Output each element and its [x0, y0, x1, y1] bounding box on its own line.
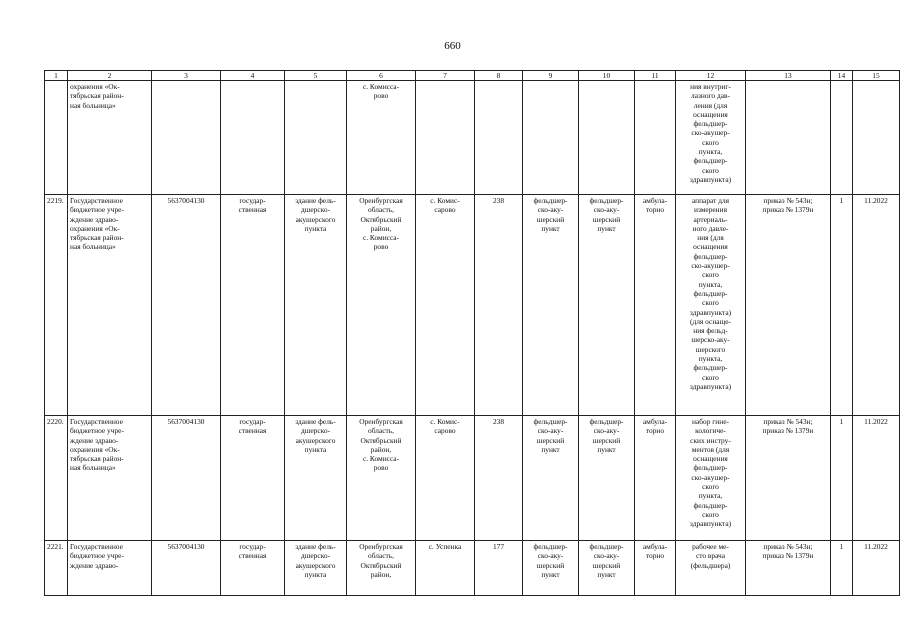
cell-equipment: ния внутриг- лазного дав- ления (для оснащения фельдшер- ско-акушер- ского пункта, фельдшер- ского здравпункта)	[676, 81, 746, 195]
cell-equipment: аппарат для измерения артериаль- ного давле- ния (для оснащения фельдшер- ско-акушер- ского пункта, фельдшер- ского здравпункта) (для оснаще- ния фельд- шерско-аку- шерского пункта, фельдшер- ского здравпункта)	[676, 195, 746, 416]
column-number: 1	[45, 71, 68, 81]
column-number: 8	[475, 71, 523, 81]
cell-qty	[831, 81, 853, 195]
cell-date: 11.2022	[853, 416, 900, 541]
cell-code	[475, 81, 523, 195]
column-number: 4	[221, 71, 285, 81]
column-number-row	[45, 71, 900, 81]
cell-order: приказ № 543н; приказ № 1379н	[746, 416, 831, 541]
cell-building	[285, 81, 347, 195]
column-number: 7	[416, 71, 475, 81]
column-number: 13	[746, 71, 831, 81]
cell-ownership: государ- ственная	[221, 541, 285, 596]
cell-qty: 1	[831, 416, 853, 541]
cell-org: Государственное бюджетное учре- ждение здраво- охранения «Ок- тябрьская район- ная больница»	[68, 195, 152, 416]
column-number: 9	[523, 71, 579, 81]
page-number: 660	[444, 40, 461, 52]
cell-type	[523, 81, 579, 195]
cell-ownership	[221, 81, 285, 195]
cell-building: здание фель- дшерско- акушерского пункта	[285, 541, 347, 596]
cell-code: 177	[475, 541, 523, 596]
cell-subtype: фельдшер- ско-аку- шерский пункт	[579, 541, 635, 596]
table-row	[45, 541, 900, 596]
cell-inn: 5637004130	[152, 195, 221, 416]
table-row	[45, 416, 900, 541]
cell-inn	[152, 81, 221, 195]
column-number: 15	[853, 71, 900, 81]
cell-settlement: с. Комис- сарово	[416, 416, 475, 541]
cell-ownership: государ- ственная	[221, 416, 285, 541]
cell-qty: 1	[831, 541, 853, 596]
cell-building: здание фель- дшерско- акушерского пункта	[285, 416, 347, 541]
column-number: 3	[152, 71, 221, 81]
cell-org: охранения «Ок- тябрьская район- ная больница»	[68, 81, 152, 195]
cell-date: 11.2022	[853, 195, 900, 416]
table-row	[45, 81, 900, 195]
cell-num: 2219.	[45, 195, 68, 416]
cell-address: Оренбургская область, Октябрьский район, с. Комисса- рово	[347, 195, 416, 416]
cell-care: амбула- торно	[635, 416, 676, 541]
cell-num	[45, 81, 68, 195]
cell-code: 238	[475, 416, 523, 541]
column-number: 12	[676, 71, 746, 81]
cell-type: фельдшер- ско-аку- шерский пункт	[523, 541, 579, 596]
column-number: 14	[831, 71, 853, 81]
cell-building: здание фель- дшерско- акушерского пункта	[285, 195, 347, 416]
cell-settlement	[416, 81, 475, 195]
column-number: 10	[579, 71, 635, 81]
table-row	[45, 195, 900, 416]
cell-type: фельдшер- ско-аку- шерский пункт	[523, 195, 579, 416]
column-number: 11	[635, 71, 676, 81]
cell-num: 2220.	[45, 416, 68, 541]
cell-equipment: набор гине- кологиче- ских инстру- ментов (для оснащения фельдшер- ско-акушер- ского пункта, фельдшер- ского здравпункта)	[676, 416, 746, 541]
cell-settlement: с. Комис- сарово	[416, 195, 475, 416]
cell-qty: 1	[831, 195, 853, 416]
cell-care	[635, 81, 676, 195]
cell-care: амбула- торно	[635, 541, 676, 596]
cell-care: амбула- торно	[635, 195, 676, 416]
cell-date: 11.2022	[853, 541, 900, 596]
cell-ownership: государ- ственная	[221, 195, 285, 416]
cell-code: 238	[475, 195, 523, 416]
cell-order: приказ № 543н; приказ № 1379н	[746, 195, 831, 416]
cell-equipment: рабочее ме- сто врача (фельдшера)	[676, 541, 746, 596]
cell-address: с. Комисса- рово	[347, 81, 416, 195]
cell-num: 2221.	[45, 541, 68, 596]
cell-settlement: с. Успенка	[416, 541, 475, 596]
cell-inn: 5637004130	[152, 541, 221, 596]
cell-subtype: фельдшер- ско-аку- шерский пункт	[579, 416, 635, 541]
cell-date	[853, 81, 900, 195]
registry-table	[44, 70, 900, 596]
cell-org: Государственное бюджетное учре- ждение здраво-	[68, 541, 152, 596]
cell-org: Государственное бюджетное учре- ждение здраво- охранения «Ок- тябрьская район- ная больница»	[68, 416, 152, 541]
cell-inn: 5637004130	[152, 416, 221, 541]
cell-subtype	[579, 81, 635, 195]
cell-address: Оренбургская область, Октябрьский район, с. Комисса- рово	[347, 416, 416, 541]
cell-type: фельдшер- ско-аку- шерский пункт	[523, 416, 579, 541]
column-number: 5	[285, 71, 347, 81]
cell-order: приказ № 543н; приказ № 1379н	[746, 541, 831, 596]
column-number: 6	[347, 71, 416, 81]
cell-subtype: фельдшер- ско-аку- шерский пункт	[579, 195, 635, 416]
cell-order	[746, 81, 831, 195]
cell-address: Оренбургская область, Октябрьский район,	[347, 541, 416, 596]
column-number: 2	[68, 71, 152, 81]
